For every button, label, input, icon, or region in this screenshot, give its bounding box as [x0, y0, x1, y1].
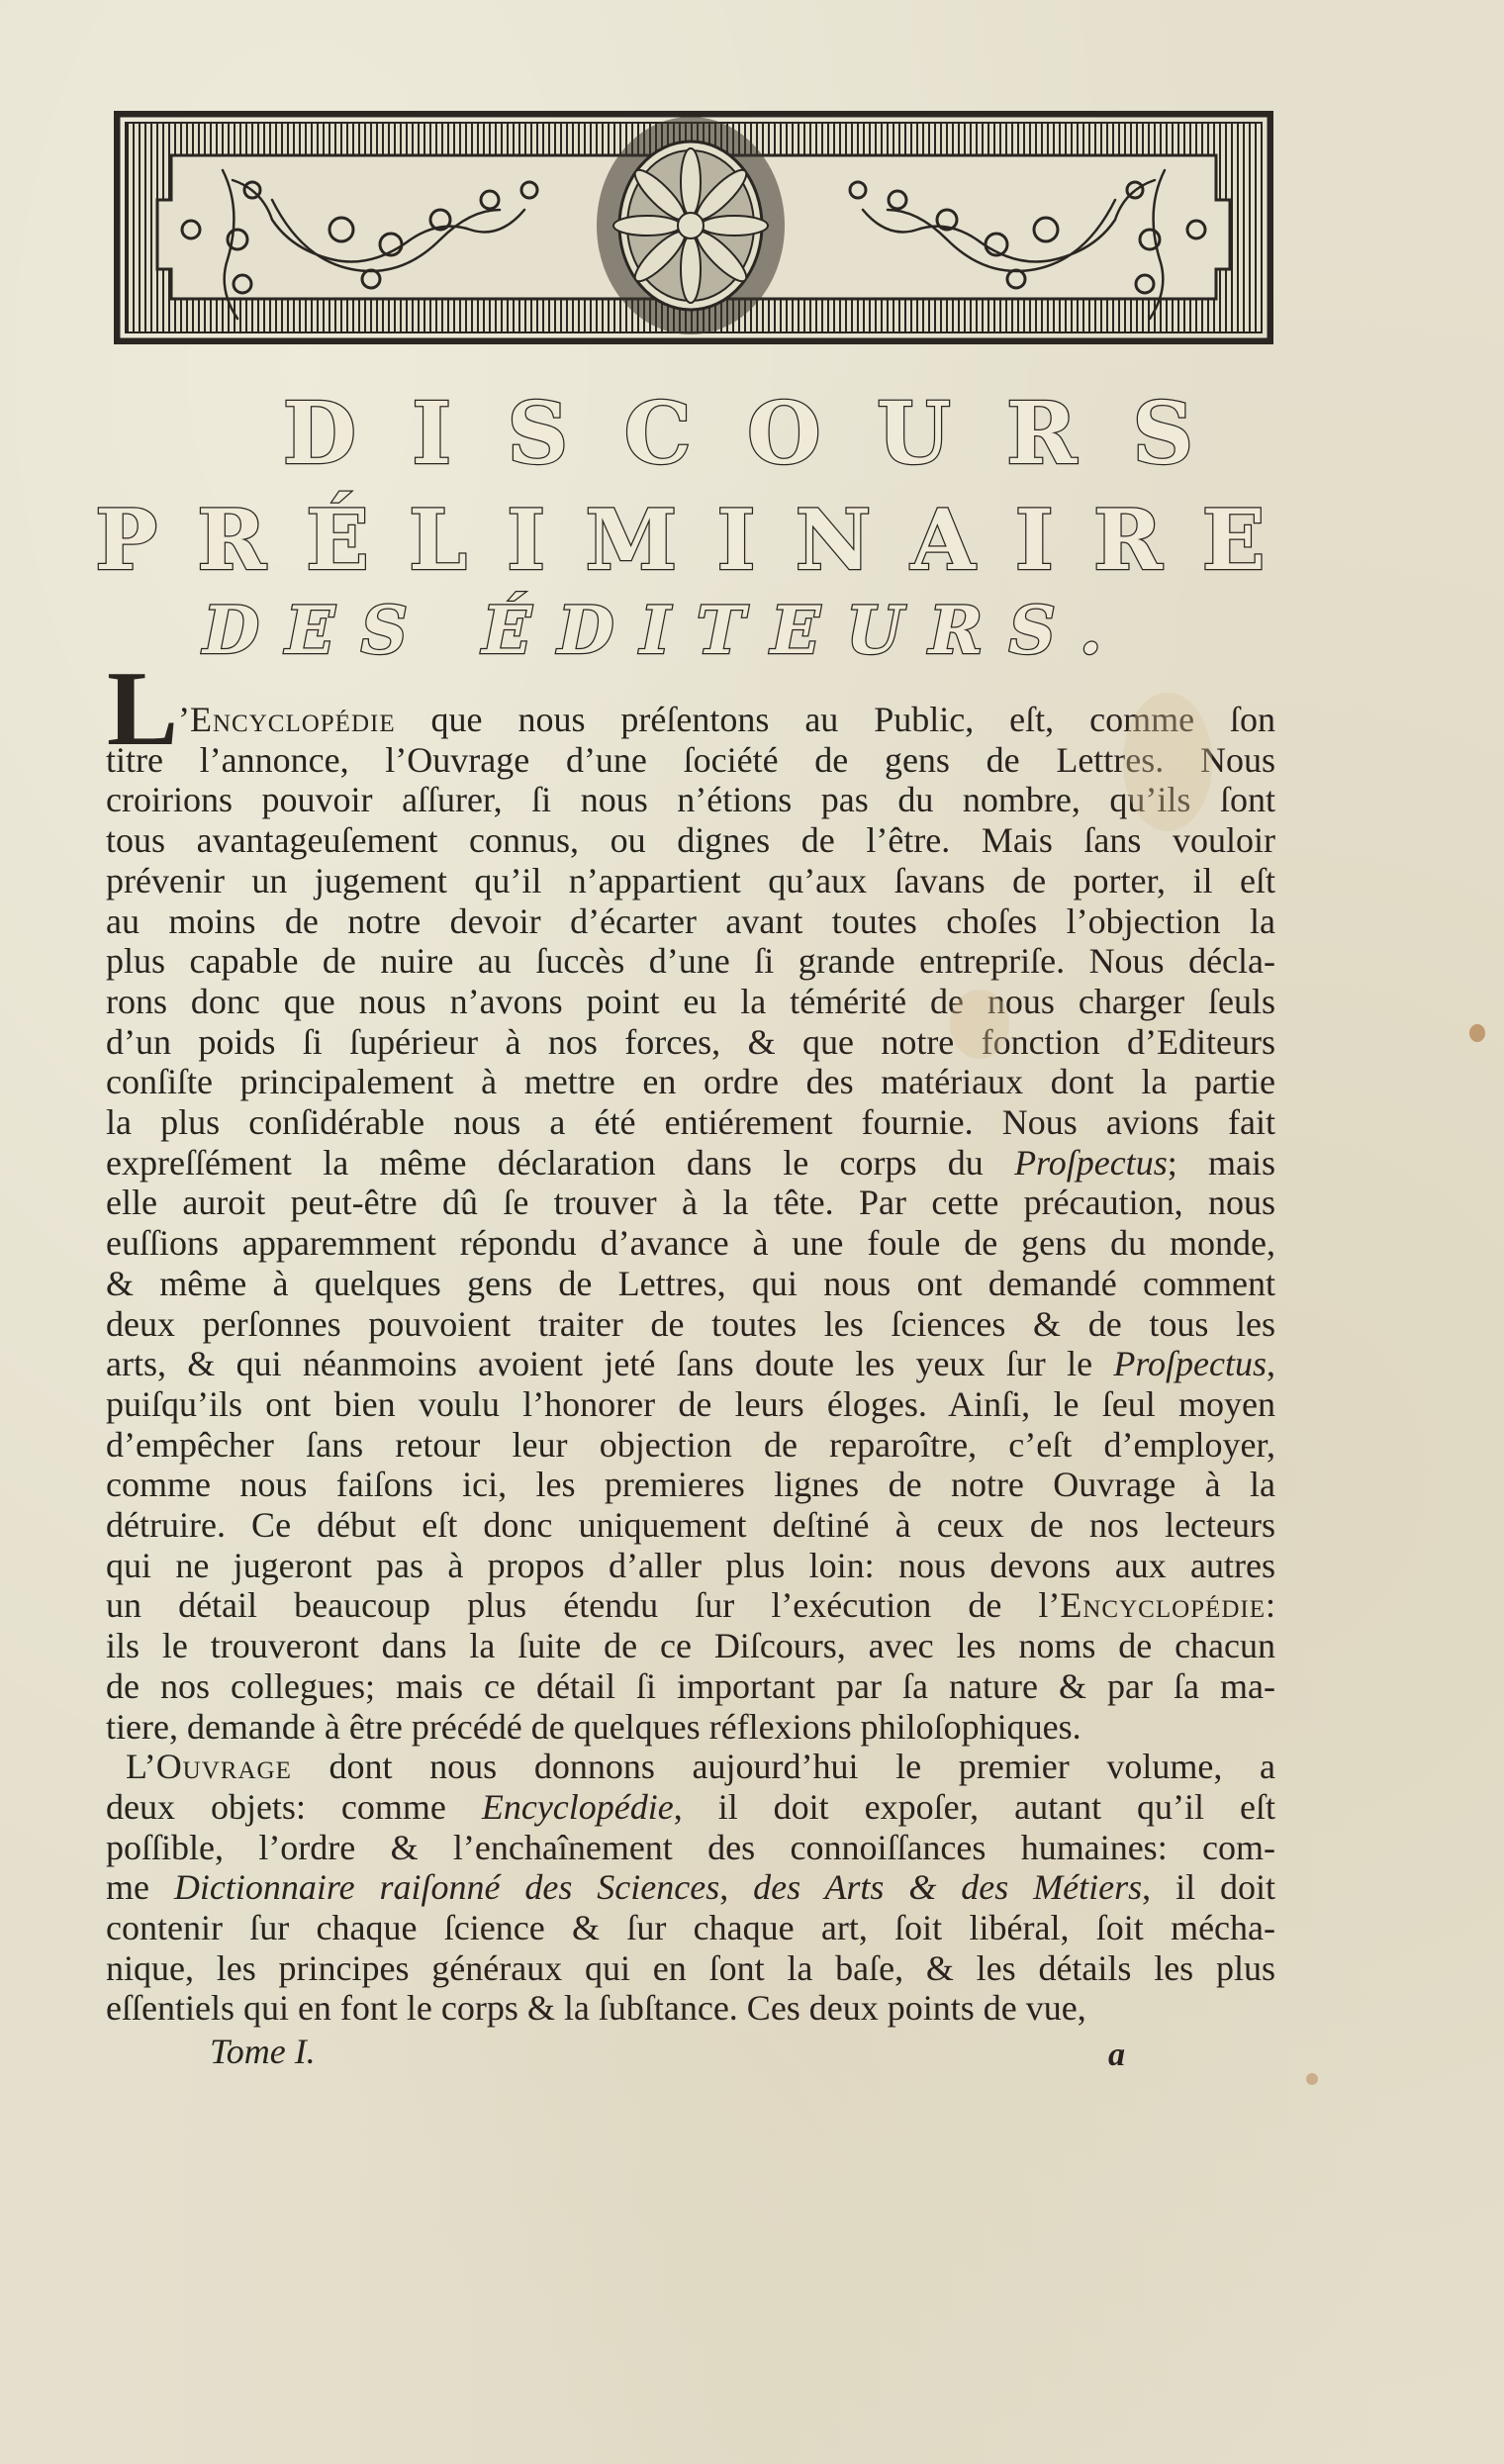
text-segment: : [1265, 1585, 1275, 1626]
small-caps-text: Encyclopédie [190, 700, 396, 739]
text-line [106, 1707, 1275, 1747]
text-segment: , [719, 1867, 754, 1908]
text-line [106, 1787, 1275, 1827]
text-line [106, 1102, 1275, 1142]
title-line-preliminaire: PRÉLIMINAIRE [95, 491, 1305, 589]
italic-text: Proſpectus [1113, 1344, 1267, 1384]
text-segment: , il doit expoſer, autant qu’il eſt [673, 1786, 1275, 1827]
text-segment: expreſſément la même déclaration dans le corps du [106, 1142, 1015, 1183]
text-segment: L’ [126, 1747, 156, 1787]
italic-text: des Arts & des Métiers [753, 1867, 1143, 1908]
text-segment: un détail beaucoup plus étendu ſur l’exécution de l’ [106, 1585, 1061, 1626]
text-segment: tiere, demande à être précédé de quelques réflexions philoſophiques. [106, 1706, 1081, 1747]
headpiece-ornament [114, 111, 1273, 344]
small-caps-text: Encyclopédie [1060, 1585, 1266, 1626]
signature-mark: a [1108, 2037, 1125, 2073]
text-line [106, 1585, 1275, 1625]
text-segment: , il doit [1142, 1867, 1275, 1908]
text-line [106, 820, 1275, 860]
text-segment: croirions pouvoir aſſurer, ſi nous n’étions pas du nombre, qu’ils ſont [106, 780, 1275, 820]
text-line [106, 1143, 1275, 1183]
text-segment: dont nous donnons aujourd’hui le premier volume, a [291, 1747, 1275, 1787]
text-segment: & même à quelques gens de Lettres, qui nous ont demandé comment [106, 1263, 1275, 1303]
text-segment: ils le trouveront dans la ſuite de ce Diſcours, avec les noms de chacun [106, 1626, 1275, 1666]
text-line [106, 1344, 1275, 1383]
text-segment: ’ [178, 700, 190, 739]
text-line [106, 1022, 1275, 1062]
text-segment: arts, & qui néanmoins avoient jeté ſans doute les yeux ſur le [106, 1344, 1114, 1384]
text-line [106, 1908, 1275, 1947]
text-line [106, 1062, 1275, 1101]
text-segment: détruire. Ce début eſt donc uniquement deſtiné à ceux de nos lecteurs [106, 1505, 1275, 1545]
text-line [106, 1505, 1275, 1545]
rosette-medallion [597, 117, 785, 334]
text-segment: me [106, 1867, 174, 1908]
text-segment: au moins de notre devoir d’écarter avant toutes choſes l’objection la [106, 900, 1275, 941]
text-line [106, 982, 1275, 1021]
text-line [106, 941, 1275, 981]
text-segment: euſſions apparemment répondu d’avance à une foule de gens du monde, [106, 1223, 1275, 1264]
text-segment: , [1267, 1344, 1275, 1384]
text-segment: ; mais [1167, 1142, 1275, 1183]
text-segment: conſiſte principalement à mettre en ordre des matériaux dont la partie [106, 1062, 1275, 1102]
title-line-discours: DISCOURS [282, 384, 1250, 484]
italic-text: Encyclopédie [481, 1786, 674, 1827]
text-segment: deux objets: comme [106, 1786, 482, 1827]
text-line [106, 1626, 1275, 1665]
text-segment: puiſqu’ils ont bien voulu l’honorer de leurs éloges. Ainſi, le ſeul moyen [106, 1383, 1275, 1424]
text-segment: la plus conſidérable nous a été entiérement fournie. Nous avions fait [106, 1102, 1275, 1142]
text-segment: elle auroit peut-être dû ſe trouver à la tête. Par cette précaution, nous [106, 1183, 1275, 1223]
text-segment: titre l’annonce, l’Ouvrage d’une ſociété de gens de Lettres. Nous [106, 739, 1275, 780]
foxing-stain [1469, 1024, 1485, 1042]
text-line [106, 1304, 1275, 1344]
text-line [106, 1948, 1275, 1988]
text-line [106, 1666, 1275, 1706]
text-line [106, 1867, 1275, 1907]
text-segment: que nous préſentons au Public, eſt, comme ſon [395, 700, 1275, 739]
text-segment: prévenir un jugement qu’il n’appartient qu’aux ſavans de porter, il eſt [106, 860, 1275, 900]
text-segment: rons donc que nous n’avons point eu la témérité de nous charger ſeuls [106, 981, 1275, 1021]
italic-text: Dictionnaire raiſonné des Sciences [173, 1867, 720, 1908]
text-line [106, 1384, 1275, 1424]
text-segment: d’un poids ſi ſupérieur à nos forces, & que notre fonction d’Editeurs [106, 1021, 1275, 1062]
title-line-des-editeurs: DES ÉDITEURS. [203, 592, 1128, 669]
text-line [106, 1747, 1275, 1786]
foxing-stain [1306, 2073, 1318, 2085]
text-segment: nique, les principes généraux qui en ſont la baſe, & les détails les plus [106, 1947, 1275, 1988]
text-segment: contenir ſur chaque ſcience & ſur chaque art, ſoit libéral, ſoit mécha- [106, 1908, 1275, 1947]
italic-text: Proſpectus [1014, 1142, 1168, 1183]
text-segment: d’empêcher ſans retour leur objection de reparoître, c’eſt d’employer, [106, 1424, 1275, 1465]
small-caps-text: Ouvrage [155, 1747, 292, 1787]
text-segment: tous avantageuſement connus, ou dignes de l’être. Mais ſans vouloir [106, 820, 1275, 861]
text-segment: de nos collegues; mais ce détail ſi important par ſa nature & par ſa ma- [106, 1665, 1275, 1706]
text-segment: comme nous faiſons ici, les premieres lignes de notre Ouvrage à la [106, 1465, 1275, 1505]
text-segment: qui ne jugeront pas à propos d’aller plus loin: nous devons aux autres [106, 1545, 1275, 1585]
text-segment: eſſentiels qui en font le corps & la ſubſtance. Ces deux points de vue, [106, 1988, 1086, 2029]
text-line [106, 780, 1275, 819]
text-line [106, 861, 1275, 900]
foxing-stain [1123, 693, 1212, 831]
volume-label: Tome I. [210, 2032, 316, 2071]
text-segment: poſſible, l’ordre & l’enchaînement des connoiſſances humaines: com- [106, 1827, 1275, 1867]
text-line [106, 1465, 1275, 1504]
text-line [106, 1425, 1275, 1465]
text-line [106, 1264, 1275, 1303]
text-line [106, 901, 1275, 941]
text-line [106, 1223, 1275, 1263]
drop-cap: L [107, 650, 179, 768]
text-segment: plus capable de nuire au ſuccès d’une ſi grande entrepriſe. Nous décla- [106, 941, 1275, 982]
text-line [106, 1988, 1275, 2028]
text-segment: deux perſonnes pouvoient traiter de toutes les ſciences & de tous les [106, 1303, 1275, 1344]
text-line [106, 1828, 1275, 1867]
foxing-stain [950, 990, 1009, 1059]
text-line [106, 1183, 1275, 1222]
text-line [178, 700, 1275, 739]
text-line [106, 1546, 1275, 1585]
text-line [106, 740, 1275, 780]
